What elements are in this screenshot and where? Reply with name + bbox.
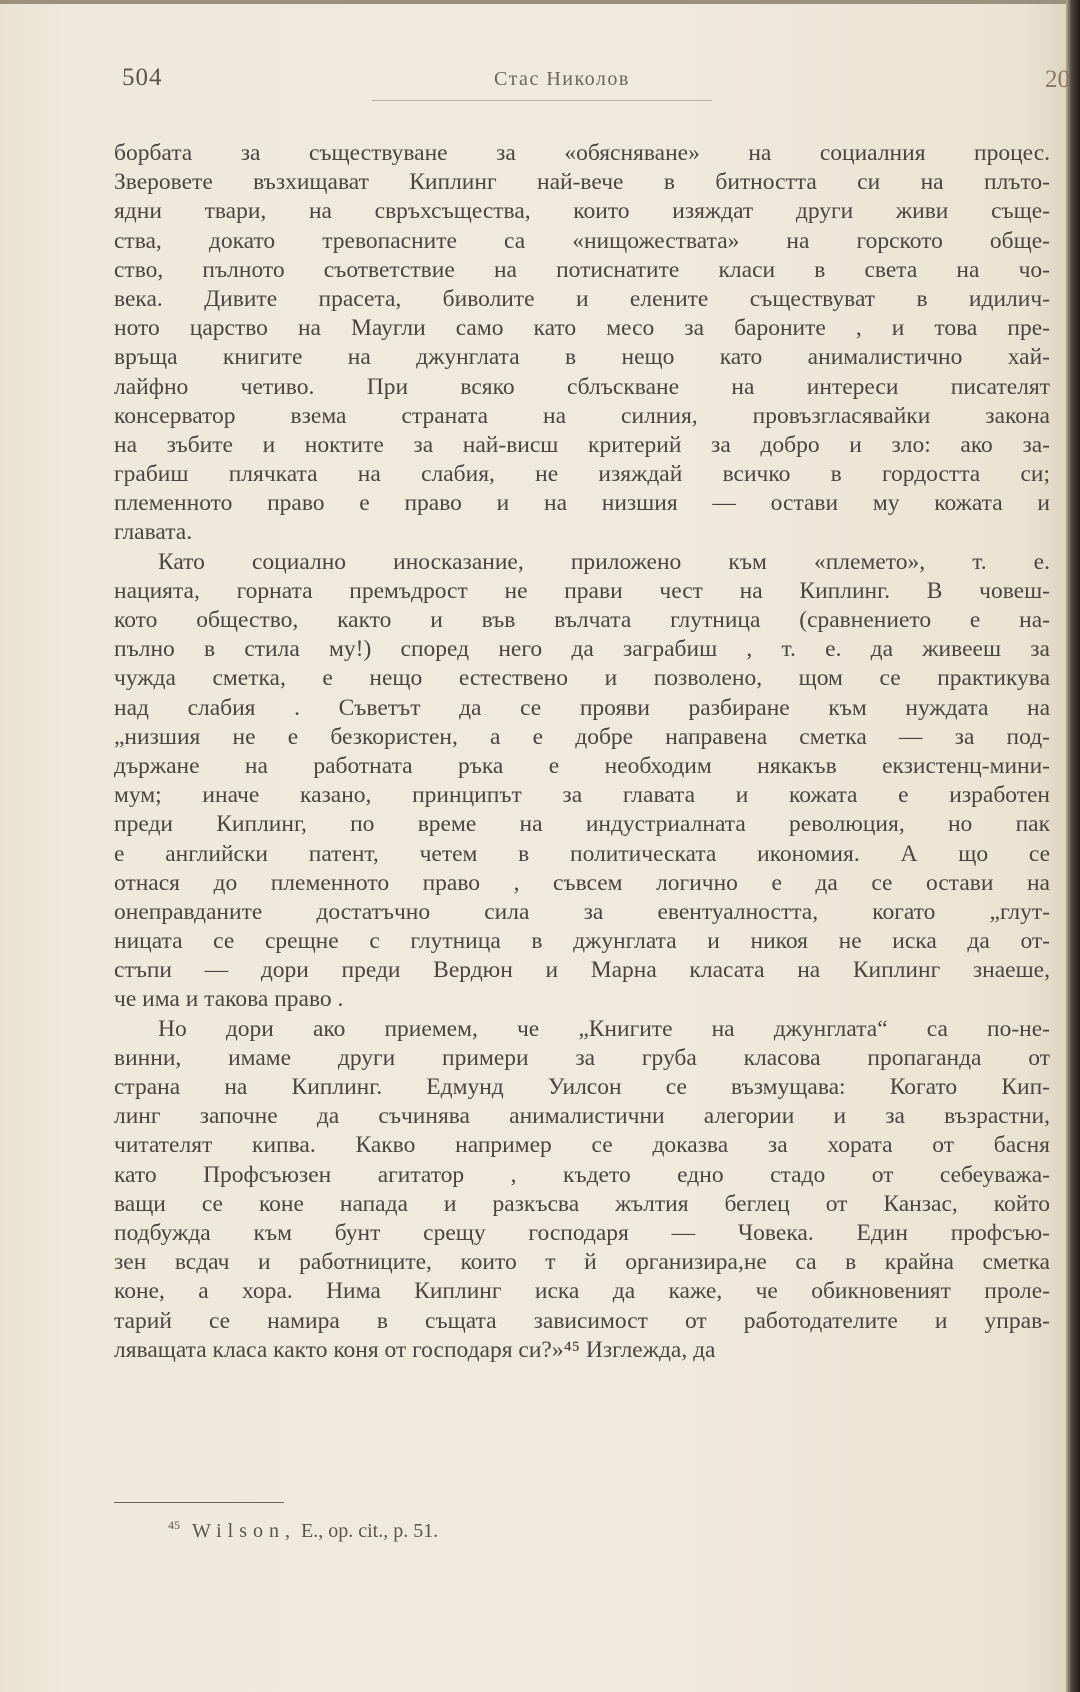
text-line: преди Киплинг, по време на индустриалната революция, но пак (114, 811, 1050, 838)
text-line: „низшия не е безкористен, а е добре направена сметка — за под- (114, 723, 1050, 750)
text-line: отнася до племенното право , съвсем логично е да се остави на (114, 869, 1050, 896)
footnote-marker: 45 (168, 1518, 180, 1532)
footnote-reference: E., op. cit., p. 51. (300, 1520, 439, 1542)
text-line: ства, докато тревопасните са «нищожествата» на горското обще- (114, 227, 1050, 254)
text-line: на зъбите и ноктите за най-висш критерий за добро и зло: ако за- (114, 431, 1050, 458)
footnote-rule (114, 1502, 284, 1503)
text-line: ство, пълното съответствие на потиснатите класи в света на чо- (114, 256, 1050, 283)
running-head (122, 64, 1070, 104)
text-line: е английски патент, четем в политическата икономия. А що се (114, 840, 1050, 867)
text-line: ядни твари, на свръхсъщества, които изяждат други живи съще- (114, 198, 1050, 225)
text-line: главата. (114, 519, 193, 546)
text-line: зен всдач и работниците, които т й организира,не са в крайна сметка (114, 1249, 1050, 1276)
facing-page-number: 20 (1045, 66, 1070, 93)
page-top-edge (0, 0, 1080, 4)
text-line: кото общество, както и във вълчата глутница (сравнението е на- (114, 607, 1050, 633)
text-line: страна на Киплинг. Едмунд Уилсон се възмущава: Когато Кип- (114, 1074, 1050, 1100)
text-line: стъпи — дори преди Вердюн и Марна класата на Киплинг знаеше, (114, 957, 1050, 984)
text-line: чужда сметка, е нещо естествено и позволено, щом се практикува (114, 665, 1050, 692)
text-line: лайфно четиво. При всяко сблъскване на интереси писателят (114, 373, 1050, 400)
text-line: Като социално иносказание, приложено към «племето», т. е. (158, 548, 1050, 575)
book-spine-shadow (1066, 0, 1080, 1692)
text-line: връща книгите на джунглата в нещо като анималистично хай- (114, 344, 1050, 371)
text-line: Зверовете възхищават Киплинг най-вече в битността си на плъто- (114, 169, 1050, 196)
text-line: държане на работната ръка е необходим някакъв екзистенц-мини- (114, 752, 1050, 779)
text-line: като Профсъюзен агитатор , където едно стадо от себеуважа- (114, 1161, 1050, 1188)
text-line: читателят кипва. Какво например се доказва за хората от басня (114, 1132, 1050, 1159)
text-line: грабиш плячката на слабия, не изяждай всичко в гордостта си; (114, 461, 1050, 488)
footnote-author: Wilson, (192, 1520, 296, 1542)
text-line: линг започне да съчинява анималистични алегории и за възрастни, (114, 1103, 1050, 1130)
text-line: подбужда към бунт срещу господаря — Човека. Един профсъю- (114, 1219, 1050, 1246)
text-line: ното царство на Маугли само като месо за бароните , и това пре- (114, 315, 1050, 342)
header-rule (372, 100, 712, 101)
text-line: племенното право е право и на низшия — остави му кожата и (114, 490, 1050, 517)
footnote (168, 1518, 438, 1543)
text-line: консерватор взема страната на силния, провъзгласявайки закона (114, 402, 1050, 429)
text-line: че има и такова право . (114, 986, 344, 1013)
body-text (114, 139, 1050, 1365)
text-line: винни, имаме други примери за груба класова пропаганда от (114, 1044, 1050, 1071)
text-line: ницата се срещне с глутница в джунглата и никоя не иска да от- (114, 928, 1050, 955)
text-line: Но дори ако приемем, че „Книгите на джунглата“ са по-не- (158, 1015, 1050, 1042)
text-line: ващи се коне напада и разкъсва жълтия беглец от Канзас, който (114, 1190, 1050, 1217)
running-title: Стас Николов (494, 68, 630, 90)
text-line: тарий се намира в същата зависимост от работодателите и управ- (114, 1307, 1050, 1334)
text-line: онеправданите достатъчно сила за евентуалността, когато „глут- (114, 898, 1050, 925)
text-line: нацията, горната премъдрост не прави чест на Киплинг. В човеш- (114, 577, 1050, 604)
text-line: века. Дивите прасета, биволите и елените съществуват в идилич- (114, 285, 1050, 312)
text-line: мум; иначе казано, принципът за главата и кожата е изработен (114, 782, 1050, 809)
text-line: коне, а хора. Нима Киплинг иска да каже, че обикновеният проле- (114, 1278, 1050, 1305)
text-line: пълно в стила му!) според него да заграбиш , т. е. да живееш за (114, 636, 1050, 663)
page-number: 504 (122, 64, 163, 91)
text-line: ляващата класа както коня от господаря си?»⁴⁵ Изглежда, да (114, 1336, 716, 1363)
text-line: над слабия . Съветът да се прояви разбиране към нуждата на (114, 694, 1050, 721)
text-line: борбата за съществуване за «обясняване» на социалния процес. (114, 140, 1050, 166)
